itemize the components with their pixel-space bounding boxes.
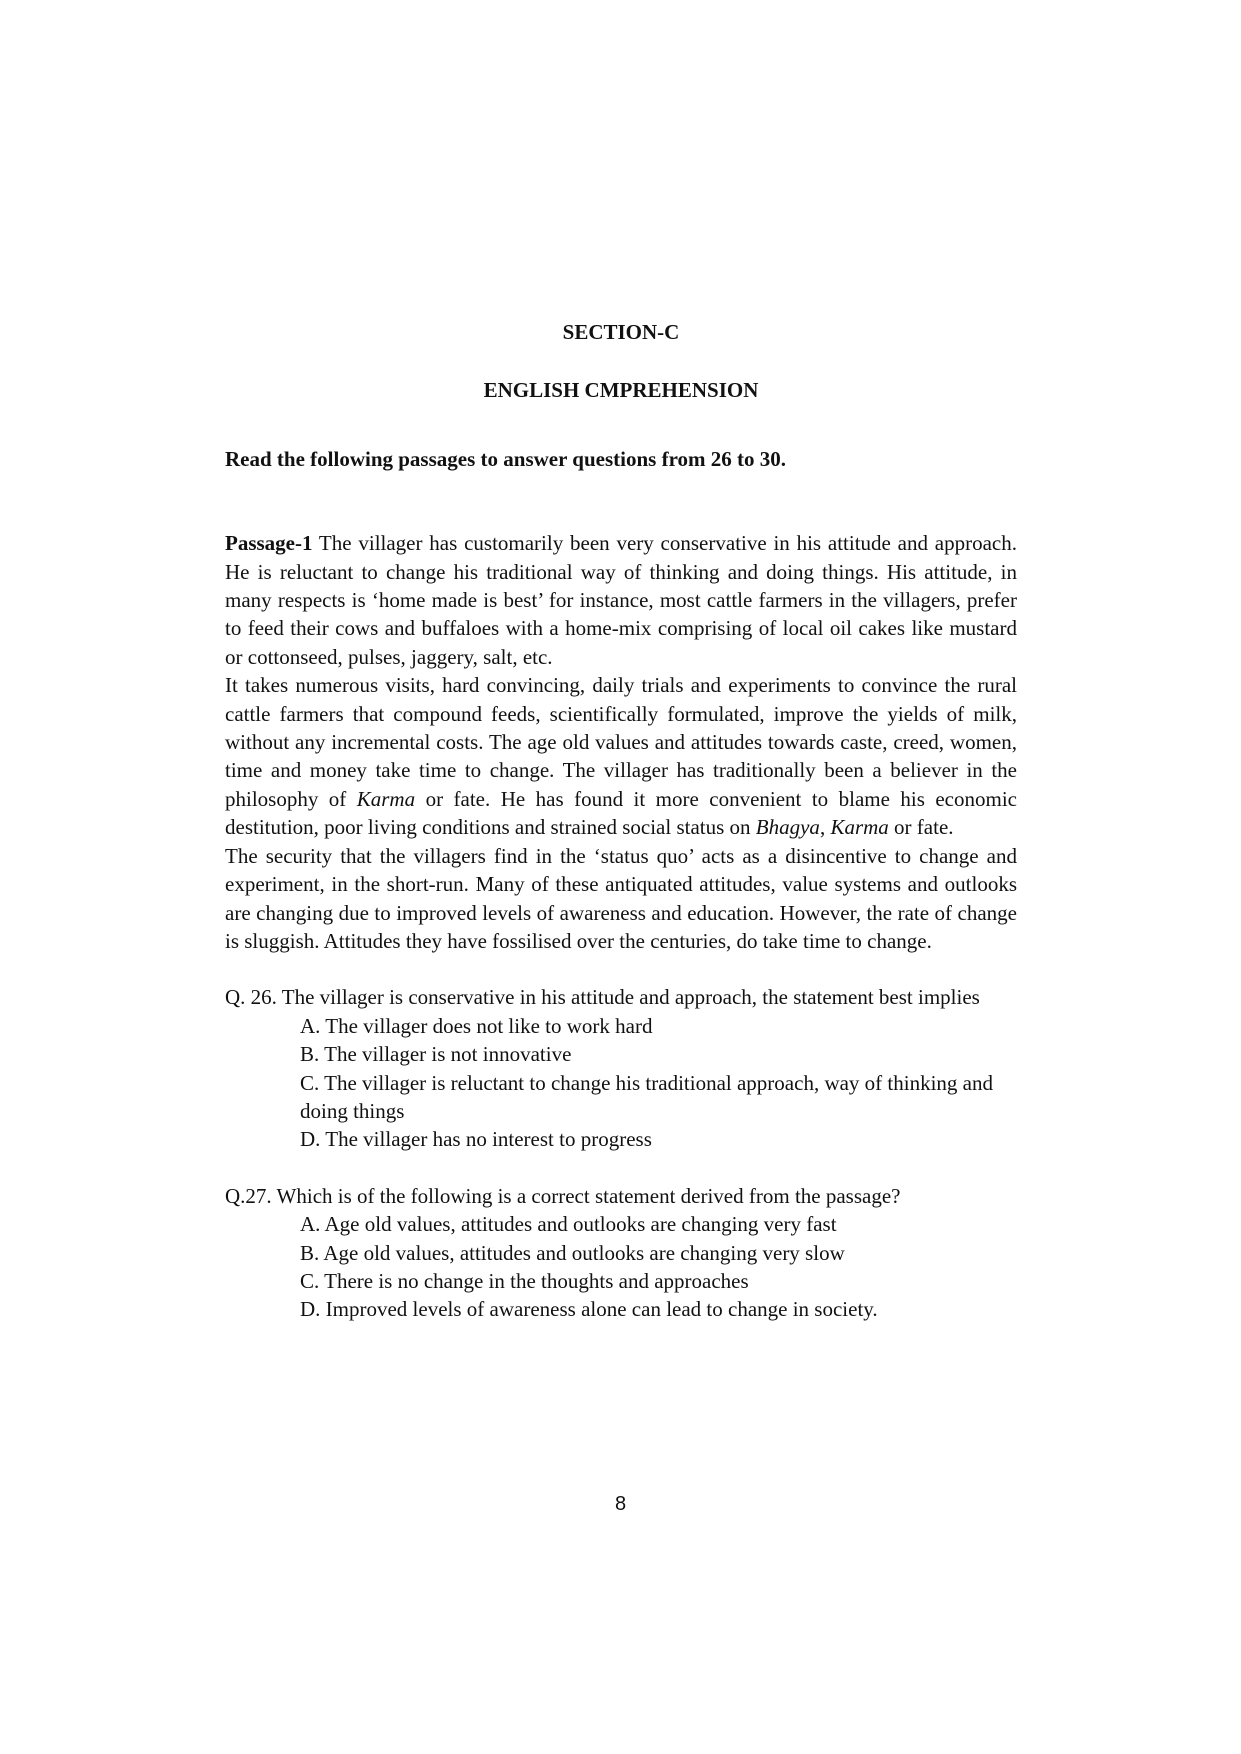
question-stem: Q.27. Which is of the following is a correct statement derived from the passage?	[225, 1183, 901, 1208]
passage-text: or fate. He has found it more convenient to blame his economic destitution, poor living conditions and strained social status on	[225, 786, 1017, 840]
italic-term: Bhagya	[755, 815, 820, 840]
option-d: D. Improved levels of awareness alone can lead to change in society.	[300, 1297, 878, 1322]
passage-paragraph	[225, 529, 1017, 671]
instruction-text: Read the following passages to answer questions from 26 to 30.	[225, 446, 786, 471]
option-a: A. Age old values, attitudes and outlooks are changing very fast	[300, 1212, 837, 1237]
question-stem: Q. 26. The villager is conservative in his attitude and approach, the statement best implies	[225, 985, 980, 1010]
section-title: SECTION-C	[562, 320, 680, 344]
section-subtitle: ENGLISH CMPREHENSION	[483, 378, 759, 403]
passage-label: Passage-1	[225, 531, 313, 556]
passage-text: The villager has customarily been very conservative in his attitude and approach. He is reluctant to change his traditional way of thinking and doing things. His attitude, in many respects is ‘home made is best’ for instance, most cattle farmers in the villagers, prefer to feed their cows and buffaloes with a home-mix comprising of local oil cakes like mustard or cottonseed, pulses, jaggery, salt, etc.	[225, 531, 1017, 669]
question-26	[225, 983, 1017, 1153]
option-b: B. Age old values, attitudes and outlooks are changing very slow	[300, 1240, 845, 1265]
page-number: 8	[614, 1493, 627, 1515]
option-b: B. The villager is not innovative	[300, 1042, 572, 1067]
option-d: D. The villager has no interest to progress	[300, 1127, 652, 1152]
question-27	[225, 1182, 1017, 1324]
passage-1	[225, 529, 1017, 955]
passage-paragraph	[225, 671, 1017, 841]
option-a: A. The villager does not like to work hard	[300, 1013, 653, 1038]
option-c: C. The villager is reluctant to change his traditional approach, way of thinking and doing things	[300, 1070, 993, 1123]
passage-text: ,	[819, 815, 831, 840]
italic-term: Karma	[356, 786, 416, 811]
passage-paragraph: The security that the villagers find in the ‘status quo’ acts as a disincentive to change and experiment, in the short-run. Many of these antiquated attitudes, value systems and outlooks are changing due to improved levels of awareness and education. However, the rate of change is sluggish. Attitudes they have fossilised over the centuries, do take time to change.	[225, 843, 1017, 953]
option-list	[225, 1210, 1017, 1324]
page-content	[225, 318, 1017, 1324]
italic-term: Karma	[830, 815, 889, 840]
passage-text: or fate.	[888, 815, 954, 840]
option-list	[225, 1012, 1017, 1154]
passage-text: It takes numerous visits, hard convincing, daily trials and experiments to convince the rural cattle farmers that compound feeds, scientifically formulated, improve the yields of milk, without any incremental costs. The age old values and attitudes towards caste, creed, women, time and money take time to change. The villager has traditionally been a believer in the philosophy of	[225, 673, 1017, 811]
option-c: C. There is no change in the thoughts and approaches	[300, 1268, 749, 1293]
